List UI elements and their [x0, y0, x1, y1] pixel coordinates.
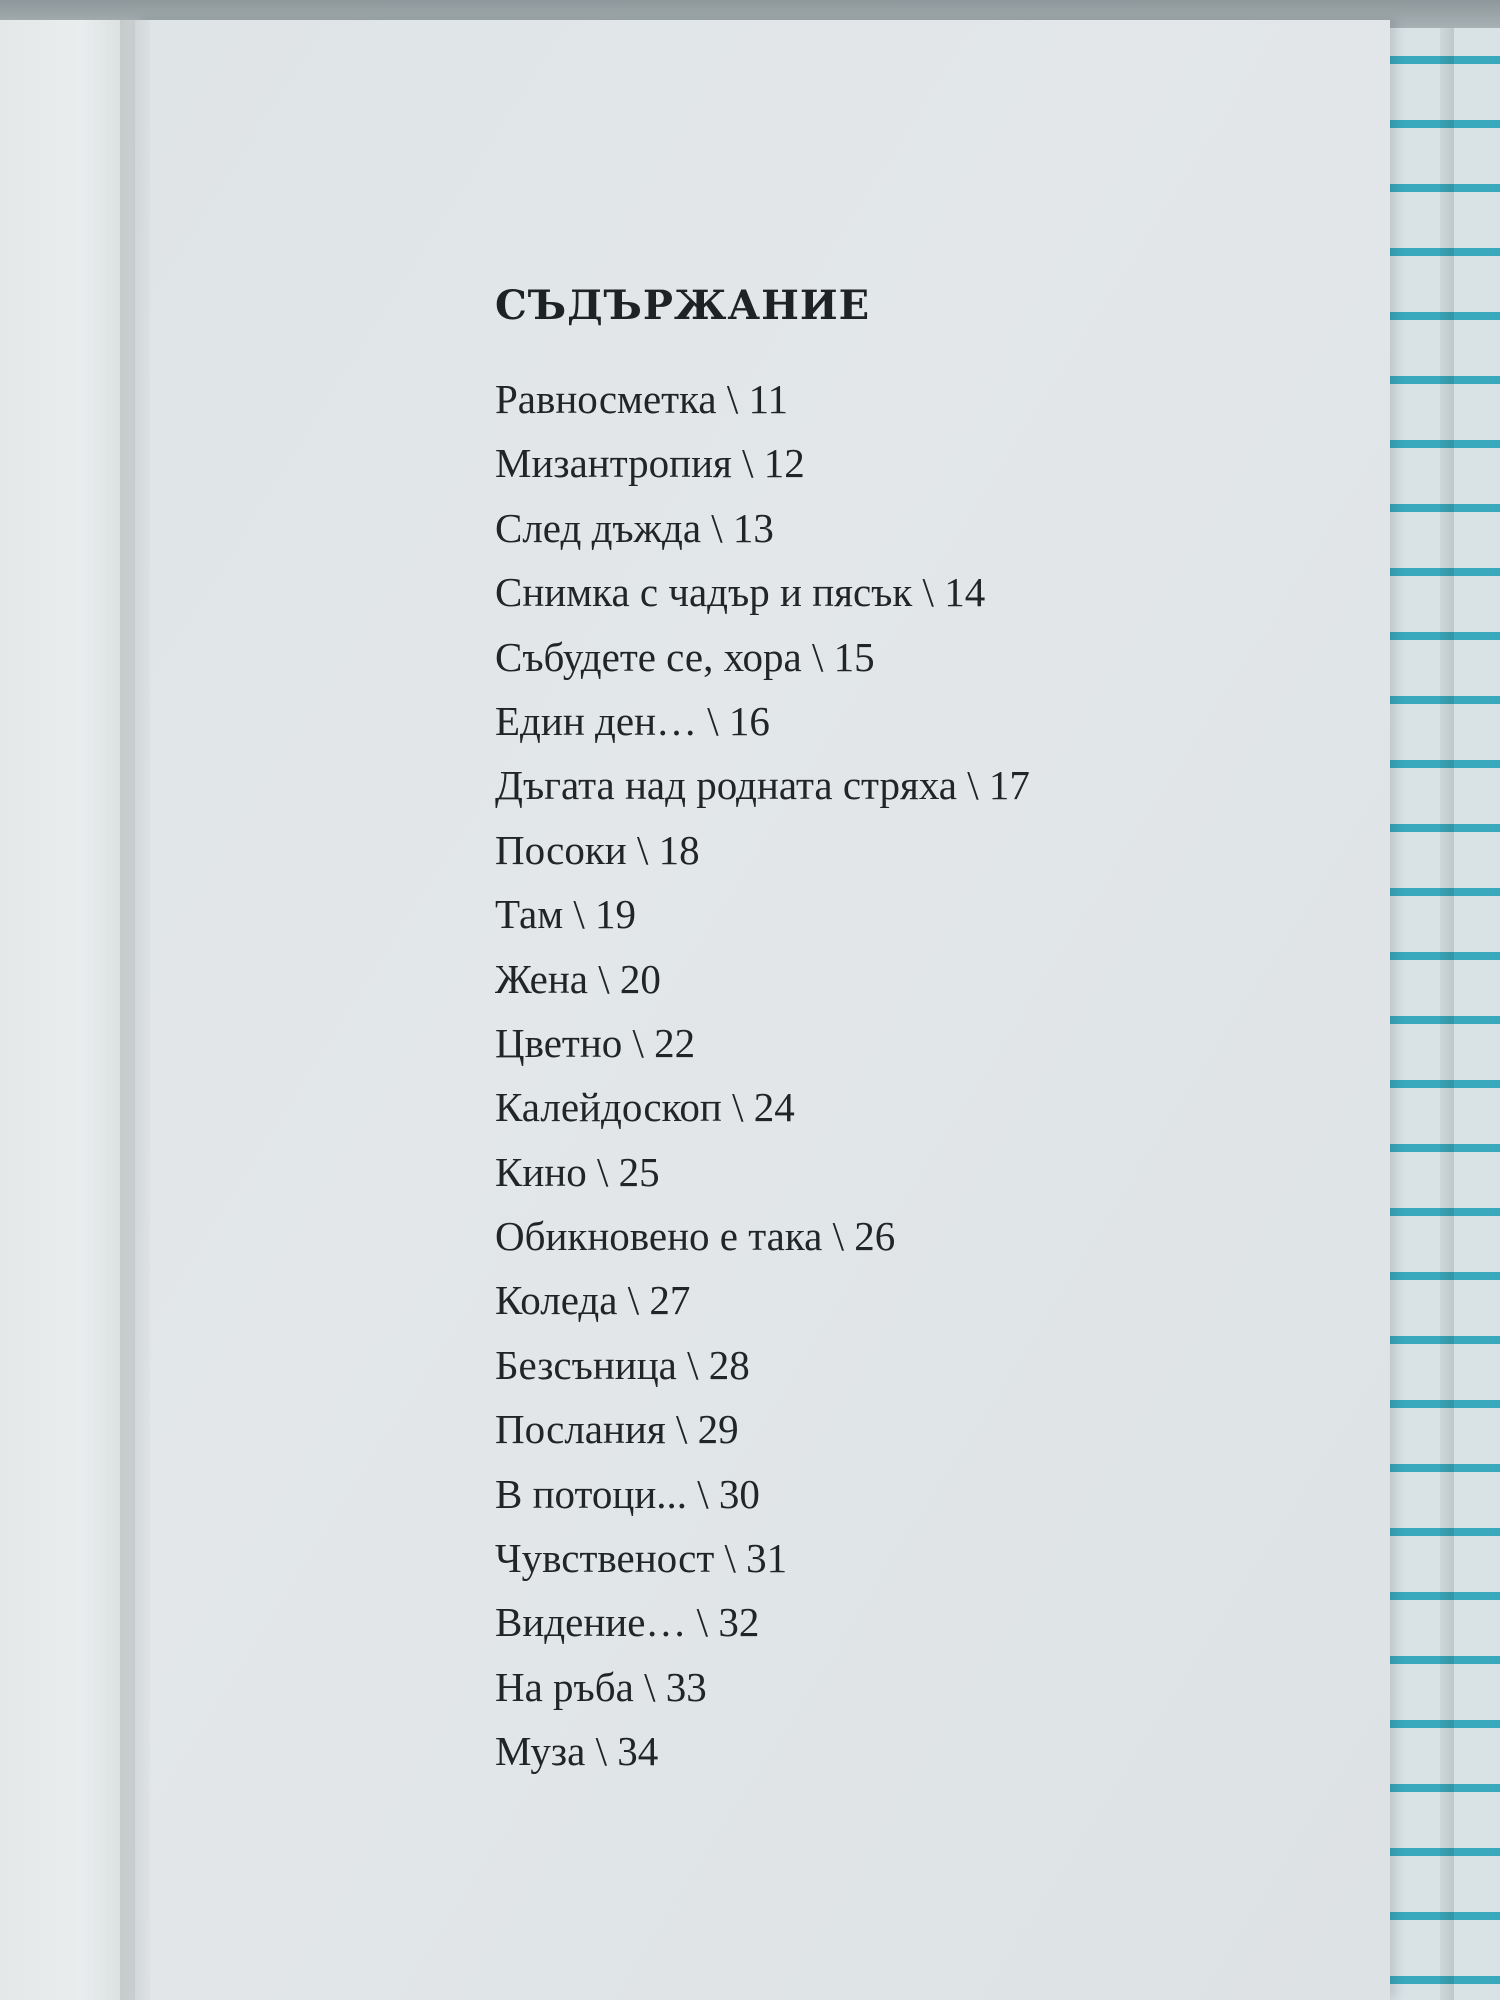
toc-entry: Цветно \ 22 [495, 1019, 696, 1066]
toc-entry: Обикновено е така \ 26 [495, 1213, 896, 1260]
toc-entry: Жена \ 20 [495, 955, 661, 1002]
toc-entry: Коледа \ 27 [495, 1277, 691, 1324]
toc-entry: Мизантропия \ 12 [495, 440, 805, 487]
toc-title: СЪДЪРЖАНИЕ [495, 282, 871, 329]
notebook-edge-shadow [1440, 0, 1454, 2000]
toc-entry: Дъгата над родната стряха \ 17 [495, 762, 1030, 809]
toc-entry: Послания \ 29 [495, 1406, 739, 1453]
left-page [0, 20, 135, 2000]
toc-entry: Там \ 19 [495, 891, 637, 938]
page-gutter-shadow [120, 20, 150, 2000]
toc-entry: Събудете се, хора \ 15 [495, 633, 875, 680]
toc-entry: Чувственост \ 31 [495, 1535, 788, 1582]
toc-entry: На ръба \ 33 [495, 1663, 707, 1710]
toc-entry: Муза \ 34 [495, 1728, 659, 1775]
toc-entry: Калейдоскоп \ 24 [495, 1084, 795, 1131]
toc-list [495, 367, 1030, 1784]
toc-entry: След дъжда \ 13 [495, 504, 774, 551]
book-page [135, 20, 1390, 2000]
toc-entry: В потоци... \ 30 [495, 1470, 760, 1517]
toc-entry: Безсъница \ 28 [495, 1341, 750, 1388]
toc-entry: Един ден… \ 16 [495, 697, 770, 744]
toc-entry: Снимка с чадър и пясък \ 14 [495, 569, 986, 616]
toc-entry: Кино \ 25 [495, 1148, 660, 1195]
toc-entry: Видение… \ 32 [495, 1599, 760, 1646]
table-of-contents [495, 282, 1030, 1784]
toc-entry: Посоки \ 18 [495, 826, 700, 873]
toc-entry: Равносметка \ 11 [495, 376, 788, 422]
